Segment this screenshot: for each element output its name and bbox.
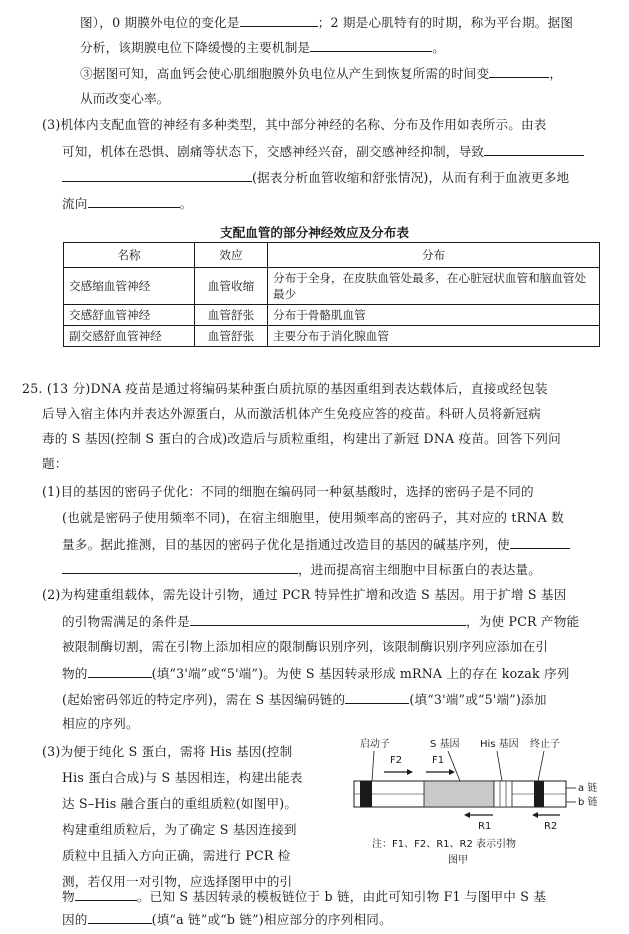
answer-blank[interactable] — [345, 691, 409, 704]
text-segment: 物的 — [62, 666, 88, 681]
text-segment: 流向 — [62, 196, 88, 211]
answer-blank[interactable] — [62, 169, 252, 182]
terminator-block — [534, 781, 544, 807]
answer-blank[interactable] — [484, 143, 584, 156]
text-line — [62, 796, 297, 812]
nerve-table — [63, 242, 600, 347]
text-segment: 后导入宿主体内并表达外源蛋白，从而激活机体产生免疫应答的疫苗。科研人员将新冠病 — [42, 406, 541, 421]
table-cell: 分布于骨骼肌血管 — [268, 305, 600, 326]
text-line — [62, 691, 547, 708]
table-header-row — [64, 243, 600, 268]
primer-r2-label: R2 — [544, 821, 558, 832]
text-segment: ，进而提高宿主细胞中目标蛋白的表达量。 — [298, 562, 542, 577]
text-segment: 可知，机体在恐惧、剧痛等状态下，交感神经兴奋，副交感神经抑制，导致 — [62, 144, 485, 159]
table-cell: 交感舒血管神经 — [64, 305, 195, 326]
text-segment: 毒的 S 基因(控制 S 蛋白的合成)改造后与质粒重组，构建出了新冠 DNA 疫苗。回答下列问 — [42, 431, 561, 446]
answer-blank[interactable] — [489, 65, 549, 78]
text-line — [42, 117, 547, 133]
promoter-block — [360, 781, 372, 807]
text-segment: ；2 期是心肌特有的时期，称为平台期。据图 — [317, 15, 574, 30]
text-segment: 构建重组质粒后，为了确定 S 基因连接到 — [62, 822, 297, 837]
text-line — [62, 510, 564, 526]
table-header-cell: 名称 — [64, 243, 195, 268]
figure-title: 图甲 — [448, 855, 468, 866]
label-s-gene: S 基因 — [430, 739, 460, 750]
table-row — [64, 268, 600, 305]
answer-blank[interactable] — [75, 888, 137, 901]
his-gene-block — [494, 781, 512, 807]
text-segment: 量多。据此推测，目的基因的密码子优化是指通过改造目的基因的碱基序列，使 — [62, 537, 510, 552]
text-segment: (3)机体内支配血管的神经有多种类型，其中部分神经的名称、分布及作用如表所示。由表 — [42, 117, 547, 132]
s-gene-block — [424, 781, 494, 807]
text-segment: (3)为便于纯化 S 蛋白，需将 His 基因(控制 — [42, 744, 293, 759]
primer-f2-arrowhead — [407, 769, 413, 775]
text-line — [62, 169, 569, 186]
text-segment: 因的 — [62, 912, 88, 927]
text-segment: 的引物需满足的条件是 — [62, 614, 190, 629]
table-cell: 血管舒张 — [195, 305, 268, 326]
text-segment: 达 S–His 融合蛋白的重组质粒(如图甲)。 — [62, 796, 298, 811]
answer-blank[interactable] — [510, 536, 570, 549]
table-row — [64, 305, 600, 326]
answer-blank[interactable] — [88, 665, 152, 678]
text-segment: (起始密码邻近的特定序列)，需在 S 基因编码链的 — [62, 692, 346, 707]
question-stem-line — [42, 456, 68, 472]
text-segment: (填“3'端”或“5'端”)添加 — [409, 692, 547, 707]
text-line — [62, 822, 297, 838]
figure-note: 注：F1、F2、R1、R2 表示引物 — [372, 839, 517, 850]
leader-line — [448, 751, 460, 781]
text-segment: 分析，该期膜电位下降缓慢的主要机制是 — [80, 40, 311, 55]
text-segment: 质粒中且插入方向正确，需进行 PCR 检 — [62, 848, 291, 863]
leader-line — [497, 751, 502, 781]
question-stem-line — [42, 431, 561, 447]
answer-blank[interactable] — [190, 613, 466, 626]
text-segment: ， — [549, 66, 563, 81]
text-segment: (填“3'端”或“5'端”)。为使 S 基因转录形成 mRNA 上的存在 kozak 序列 — [151, 666, 570, 681]
label-promoter: 启动子 — [360, 739, 390, 750]
text-segment: 。 — [432, 40, 446, 55]
text-segment: (1)目的基因的密码子优化：不同的细胞在编码同一种氨基酸时，选择的密码子是不同的 — [42, 484, 534, 499]
primer-r1-arrowhead — [464, 812, 470, 818]
text-line — [62, 536, 570, 553]
leader-line — [538, 751, 544, 781]
text-segment: 被限制酶切割，需在引物上添加相应的限制酶识别序列，该限制酶识别序列应添加在引 — [62, 639, 549, 654]
text-segment: (也就是密码子使用频率不同)，在宿主细胞里，使用频率高的密码子，其对应的 tRNA 数 — [62, 510, 564, 525]
answer-blank[interactable] — [88, 195, 180, 208]
plasmid-figure — [352, 735, 607, 885]
text-line — [62, 770, 303, 786]
question-stem-line — [42, 406, 541, 422]
answer-blank[interactable] — [62, 561, 298, 574]
text-line — [80, 65, 562, 82]
table-cell: 血管舒张 — [195, 326, 268, 347]
text-segment: His 蛋白合成)与 S 基因相连，构建出能表 — [62, 770, 303, 785]
label-his-gene: His 基因 — [480, 739, 519, 750]
primer-f1-arrowhead — [449, 769, 455, 775]
text-line — [42, 587, 567, 603]
text-line — [62, 639, 548, 655]
text-line — [62, 143, 584, 160]
text-line — [62, 848, 291, 864]
strand-a-label: a 链 — [578, 783, 598, 794]
primer-f2-label: F2 — [390, 755, 403, 766]
text-segment: 25. (13 分)DNA 疫苗是通过将编码某种蛋白质抗原的基因重组到表达载体后，直接或经包装 — [22, 381, 548, 396]
text-segment: (2)为构建重组载体，需先设计引物，通过 PCR 特异性扩增和改造 S 基因。用于扩增 S 基因 — [42, 587, 567, 602]
text-segment: 测，若仅用一对引物，应选择图甲中的引 — [62, 874, 293, 889]
text-line — [80, 91, 170, 107]
table-row — [64, 326, 600, 347]
answer-blank[interactable] — [240, 14, 318, 27]
text-line — [62, 911, 392, 928]
text-line — [62, 195, 192, 212]
text-segment: 相应的序列。 — [62, 716, 139, 731]
text-line — [62, 888, 546, 905]
text-line — [42, 744, 292, 760]
text-segment: 。 — [179, 196, 193, 211]
text-segment: 从而改变心率。 — [80, 91, 170, 106]
text-segment: 。已知 S 基因转录的模板链位于 b 链，由此可知引物 F1 与图甲中 S 基 — [136, 889, 547, 904]
table-caption: 支配血管的部分神经效应及分布表 — [220, 225, 409, 240]
text-line — [62, 613, 579, 630]
table-cell: 副交感舒血管神经 — [64, 326, 195, 347]
text-segment: 题： — [42, 456, 68, 471]
text-segment: ③据图可知，高血钙会使心肌细胞膜外负电位从产生到恢复所需的时间变 — [80, 66, 490, 81]
table-header-cell: 效应 — [195, 243, 268, 268]
answer-blank[interactable] — [88, 911, 152, 924]
leader-line — [372, 751, 374, 781]
primer-r2-arrowhead — [532, 812, 538, 818]
primer-f1-label: F1 — [432, 755, 445, 766]
text-line — [62, 665, 570, 682]
text-line — [62, 716, 139, 732]
text-line — [80, 39, 445, 56]
table-cell: 主要分布于消化腺血管 — [268, 326, 600, 347]
answer-blank[interactable] — [310, 39, 432, 52]
strand-b-label: b 链 — [578, 797, 598, 808]
text-line — [80, 14, 573, 31]
text-line — [62, 561, 541, 578]
question-stem-line — [22, 381, 548, 397]
table-cell: 血管收缩 — [195, 268, 268, 305]
text-segment: (填“a 链”或“b 链”)相应部分的序列相同。 — [151, 912, 392, 927]
text-segment: 图），0 期膜外电位的变化是 — [80, 15, 240, 30]
table-cell: 分布于全身，在皮肤血管处最多，在心脏冠状血管和脑血管处最少 — [268, 268, 600, 305]
text-segment: (据表分析血管收缩和舒张情况)，从而有利于血液更多地 — [252, 170, 570, 185]
table-cell: 交感缩血管神经 — [64, 268, 195, 305]
text-segment: ，为使 PCR 产物能 — [465, 614, 580, 629]
table-header-cell: 分布 — [268, 243, 600, 268]
text-line — [42, 484, 534, 500]
label-terminator: 终止子 — [530, 739, 560, 750]
primer-r1-label: R1 — [478, 821, 492, 832]
text-segment: 物 — [62, 889, 75, 904]
